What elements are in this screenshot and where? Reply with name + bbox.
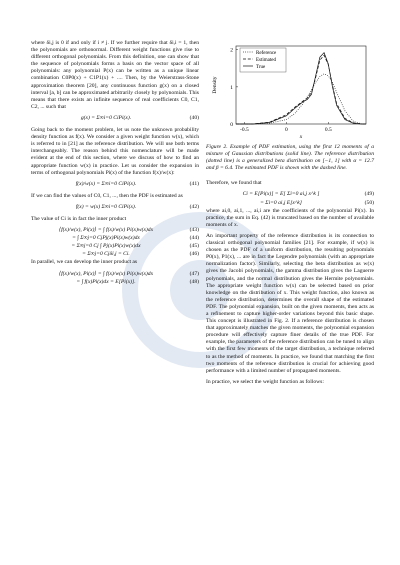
equation-body: f(x)/w(x) = Σ∞i=0 CiPi(x).: [75, 180, 137, 187]
legend-entry: Estimated: [256, 58, 276, 63]
x-tick-label: -0.5: [240, 127, 249, 133]
equation-number: (44): [189, 235, 199, 242]
figure-2: [206, 40, 374, 140]
equation-47: [31, 271, 199, 278]
x-tick-label: 0: [284, 127, 288, 133]
equation-number: (47): [189, 270, 199, 277]
equation-49: [206, 191, 374, 198]
equation-number: (42): [189, 203, 199, 210]
x-axis-label: x: [299, 134, 303, 140]
y-tick-label: 0: [230, 122, 233, 128]
paragraph: An important property of the reference distribution is its connection to classical orthogonal polynomial families [21]. For example, if w(x) is chosen as the PDF of a uniform distribution, the resulting polynomials P0(x), P1(x), ... are in fact the Legendre polynomials (with an appropriate normalization factor). Similarly, selecting the beta distribution as w(x) gives the Jacobi polynomials, the gamma distribution gives the Laguerre polynomials, and the normal distribution gives the Hermite polynomials. The appropriate weight function w(x) can be selected based on prior knowledge on the distribution of x. This weight function, also known as the reference distribution, determines the overall shape of the estimated PDF. The polynomial expansion, built on the given moments, then acts as a refinement to capture higher-order variations beyond this basic shape. This concept is illustrated in Fig. 2. If a reference distribution is chosen that approximately matches the given moments, the polynomial expansion procedure will effectively capture finer details of the true PDF. For example, the parameters of the reference distribution can be tuned to align with the first few moments of the target distribution, a technique referred to as the method of moments. In practice, we found that matching the first two moments of the reference distribution is crucial for achieving good performance with a limited number of propagated moments.: [206, 232, 374, 374]
equation-body: = Σ∞j=0 Cj ∫ Pj(x)Pi(x)w(x)dx: [71, 243, 141, 250]
equation-number: (46): [189, 251, 199, 258]
paragraph: The value of Ci is in fact the inner product: [31, 215, 127, 222]
equation-46: [31, 251, 199, 258]
equation-number: (50): [364, 199, 374, 206]
paragraph: In practice, we select the weight function as follows:: [206, 378, 324, 385]
paragraph: Therefore, we found that: [206, 180, 262, 187]
equation-body: = Σi=0 ai,j E[x^k]: [260, 199, 302, 206]
legend-entry: Reference: [256, 51, 277, 56]
equation-number: (41): [189, 180, 199, 187]
equation-body: g(x) = Σ∞i=0 CiPi(x).: [80, 114, 132, 121]
legend-entry: True: [256, 65, 266, 70]
equation-body: f(x) = w(x) Σ∞i=0 CiPi(x).: [75, 203, 137, 210]
equation-40: [31, 115, 199, 122]
equation-body: = Σ∞j=0 Cjδi,j = Ci.: [82, 251, 130, 258]
pdf-chart: [206, 40, 374, 140]
figure-caption: Figure 2. Example of PDF estimation, using the first 12 moments of a mixture of Gaussian distributions (solid line). The reference distribution (dotted line) is a generalized beta distribution on [−1, 1] with α = 12.7 and β = 6.4. The estimated PDF is shown with the dashed line.: [206, 144, 374, 172]
y-tick-label: 2: [230, 47, 233, 54]
series-line-reference: [236, 74, 366, 124]
equation-50: [206, 200, 374, 207]
equation-42: [31, 204, 199, 211]
left-column: [31, 40, 199, 287]
equation-44: [31, 235, 199, 242]
paragraph: where ai,0, ai,1, ..., ai,i are the coefficients of the polynomial Pi(x). In practice, the sum in Eq. (42) is truncated based on the number of available moments of x.: [206, 207, 374, 228]
equation-number: (49): [364, 191, 374, 198]
equation-48: [31, 279, 199, 286]
paragraph: where δi,j is 0 if and only if i ≠ j. If we further require that δi,i = 1, then the polynomials are orthonormal. Different weight functions give rise to different orthogonal polynomials. From this definition, one can show that the sequence of polynomials forms a basis on the vector space of all polynomials: any polynomial P(x) can be written as a unique linear combination C0P0(x) + C1P1(x) + .... Then, by the Weierstrass-Stone approximation theorem [20], any continuous function g(x) on a closed interval [a, b] can be approximated arbitrarily closely by polynomials. This means that there exists an infinite sequence of real coefficients C0, C1, C2, ... such that: [31, 40, 199, 110]
paragraph: In parallel, we can develop the inner product as: [31, 259, 138, 266]
y-tick-label: 1: [230, 84, 233, 91]
equation-body: = ∫ f(x)Pi(x)dx = E[Pi(x)].: [76, 278, 136, 285]
paragraph: If we can find the values of C0, C1, ..., then the PDF is estimated as: [31, 192, 183, 199]
right-column: [206, 40, 374, 390]
equation-body: ⟨f(x)/w(x), Pi(x)⟩ = ∫ f(x)/w(x) Pi(x)w(x)dx: [58, 270, 154, 277]
equation-number: (43): [189, 227, 199, 234]
equation-number: (40): [189, 114, 199, 121]
equation-body: ⟨f(x)/w(x), Pi(x)⟩ = ∫ f(x)/w(x) Pi(x)w(x)dx: [58, 227, 154, 234]
paragraph: Going back to the moment problem, let us note the unknown probability density function as f(x). We consider a given weight function w(x), which is referred to in [21] as the reference distribution. We will use both terms interchangeably. The reason behind this nomenclature will be made evident at the end of this section, where we discuss of how to find an appropriate function w(x) in practice. Let us consider the expansion in terms of orthogonal polynomials Pi(x) of the function f(x)/w(x):: [31, 127, 199, 176]
x-tick-label: 0.5: [324, 127, 332, 133]
equation-number: (45): [189, 243, 199, 250]
equation-45: [31, 243, 199, 250]
equation-number: (48): [189, 278, 199, 285]
equation-body: Ci = E[Pi(x)] = E[ Σi=0 ai,j x^k ]: [242, 191, 320, 198]
equation-body: = ∫ Σ∞j=0 CjPj(x)Pi(x)w(x)dx: [72, 235, 140, 242]
equation-43: [31, 227, 199, 234]
equation-41: [31, 181, 199, 188]
y-axis-label: Density: [212, 76, 218, 94]
